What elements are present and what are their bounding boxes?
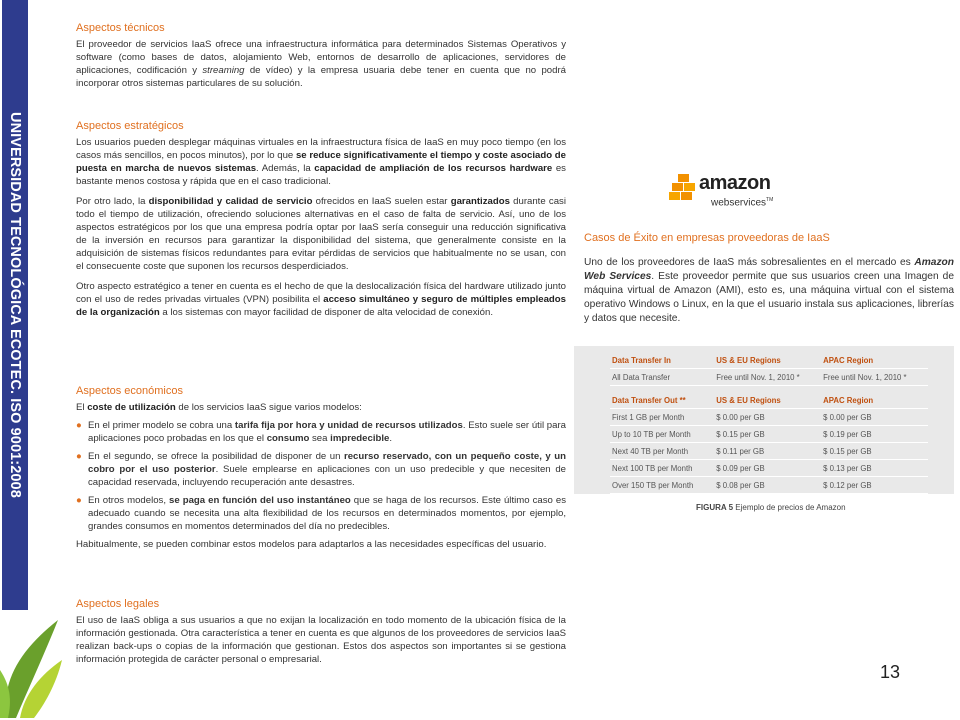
webservices-wordmark: webservices™: [711, 197, 774, 209]
list-item: ● En el primer modelo se cobra una tarifa fija por hora y unidad de recursos utilizados. Esto suele ser útil para aplicaciones poco probadas en los que el consumo sea impredecible.: [76, 420, 566, 444]
table-row: All Data Transfer Free until Nov. 1, 2010 * Free until Nov. 1, 2010 *: [610, 369, 928, 386]
figure-caption: FIGURA 5 Ejemplo de precios de Amazon: [696, 503, 846, 512]
table-row: Next 100 TB per Month $ 0.09 per GB $ 0.13 per GB: [610, 460, 928, 477]
heading-aspectos-tecnicos: Aspectos técnicos: [76, 22, 165, 34]
table-header-row: Data Transfer Out ** US & EU Regions APAC Region: [610, 392, 928, 409]
table-header-row: Data Transfer In US & EU Regions APAC Region: [610, 352, 928, 369]
table-row: Next 40 TB per Month $ 0.11 per GB $ 0.15 per GB: [610, 443, 928, 460]
aws-boxes-icon: [669, 172, 699, 202]
paragraph-estrategicos-2: Por otro lado, la disponibilidad y calidad de servicio ofrecidos en IaaS suelen estar garantizados durante casi todo el tiempo de utilización, ofreciendo soluciones alternativas en el caso de falta de servicio. Así, uno de los aspectos estratégicos por los que una empresa podría optar por IaaS sería conseguir una reducción significativa de la inversión en recursos para garantizar la disponibilidad del sistema, que generalmente consiste en la adquisición de sistemas físicos redundantes para evitar pérdidas de servicios que habitualmente no se usan, con el consecuente coste que suponen los recursos desperdiciados.: [76, 196, 566, 272]
page-number: 13: [880, 662, 901, 682]
list-item: ● En el segundo, se ofrece la posibilidad de disponer de un recurso reservado, con un pequeño coste, y un cobro por el uso posterior. Suele emplearse en aplicaciones con un uso predecible y que necesiten de capacidad reservada, incluyendo recuperación ante desastres.: [76, 451, 567, 488]
paragraph-economicos-closing: Habitualmente, se pueden combinar estos modelos para adaptarlos a las necesidades específicas del usuario.: [76, 539, 547, 550]
amazon-wordmark: amazon: [699, 172, 771, 194]
amazon-pricing-figure: [574, 346, 954, 494]
casos-exito-paragraph: Uno de los proveedores de IaaS más sobresalientes en el mercado es Amazon Web Services. Este proveedor permite que sus usuarios creen una Imagen de máquina virtual de Amazon (AMI), esto es, una máquina virtual con el sistema operativo Windows o Linux, en la que el usuario instala sus aplicaciones, librerías y datos que necesite.: [584, 257, 954, 324]
list-item: ● En otros modelos, se paga en función del uso instantáneo que se haga de los recursos. Este último caso es adecuado cuando se necesita una alta flexibilidad de los recursos en determinados momentos, por ejemplo, grandes consumos en momentos determinados del día no predecibles.: [76, 495, 566, 532]
bullet-icon: ●: [76, 495, 82, 506]
document-page: [64, 0, 574, 720]
table-row: Over 150 TB per Month $ 0.08 per GB $ 0.12 per GB: [610, 477, 928, 494]
heading-aspectos-economicos: Aspectos económicos: [76, 385, 183, 397]
paragraph-legales: El uso de IaaS obliga a sus usuarios a que no exijan la localización en todo momento de la ubicación física de la información gestionada. Otra característica a tener en cuenta es que algunos de los proveedores de servicios IaaS realizan back-ups o copias de la información que gestionan. Estos dos aspectos son importantes si se gestiona información protegida de carácter personal o empresarial.: [76, 615, 566, 665]
university-vertical-title: UNIVERSIDAD TECNOLÓGICA ECOTEC. ISO 9001:2008: [7, 112, 23, 498]
amazon-web-services-logo: [669, 168, 779, 212]
casos-exito-heading: Casos de Éxito en empresas proveedoras de IaaS: [584, 232, 830, 244]
university-leaf-logo: [0, 600, 64, 720]
heading-aspectos-legales: Aspectos legales: [76, 598, 160, 610]
section-aspectos-tecnicos: [76, 22, 566, 90]
paragraph-tecnicos: El proveedor de servicios IaaS ofrece una infraestructura informática para determinados Sistemas Operativos y software (como bases de datos, alojamiento Web, entornos de desarrollo de aplicaciones, servidores de aplicaciones, codificación y streaming de vídeo) y la empresa usuaria debe tener en cuenta que no podrá incorporar otros sistemas particulares de su solución.: [76, 39, 566, 89]
sidebar: [0, 0, 64, 720]
bullet-icon: ●: [76, 420, 82, 431]
table-row: Up to 10 TB per Month $ 0.15 per GB $ 0.19 per GB: [610, 426, 928, 443]
section-aspectos-estrategicos: [76, 120, 566, 319]
right-column: [574, 0, 954, 720]
table-row: First 1 GB per Month $ 0.00 per GB $ 0.00 per GB: [610, 409, 928, 426]
paragraph-estrategicos-3: Otro aspecto estratégico a tener en cuenta es el hecho de que la deslocalización física del hardware utilizado junto con el uso de redes privadas virtuales (VPN) posibilita el acceso simultáneo y seguro de múltiples empleados de la organización a los sistemas con mayor facilidad de disponer de alta velocidad de conexión.: [76, 281, 566, 318]
paragraph-economicos-intro: El coste de utilización de los servicios IaaS sigue varios modelos:: [76, 402, 362, 413]
pricing-table: [610, 352, 928, 494]
heading-aspectos-estrategicos: Aspectos estratégicos: [76, 120, 184, 132]
paragraph-estrategicos-1: Los usuarios pueden desplegar máquinas virtuales en la infraestructura física de IaaS en muy poco tiempo (en los casos más sencillos, en pocos minutos), por lo que se reduce significativamente el tiempo y coste asociado de puesta en marcha de nuevos sistemas. Además, la capacidad de ampliación de los recursos hardware es bastante menos costosa y rápida que en el caso tradicional.: [76, 137, 566, 187]
economic-models-list: [76, 419, 566, 533]
bullet-icon: ●: [76, 451, 82, 462]
section-aspectos-legales: [76, 598, 566, 666]
section-aspectos-economicos: [76, 385, 566, 551]
